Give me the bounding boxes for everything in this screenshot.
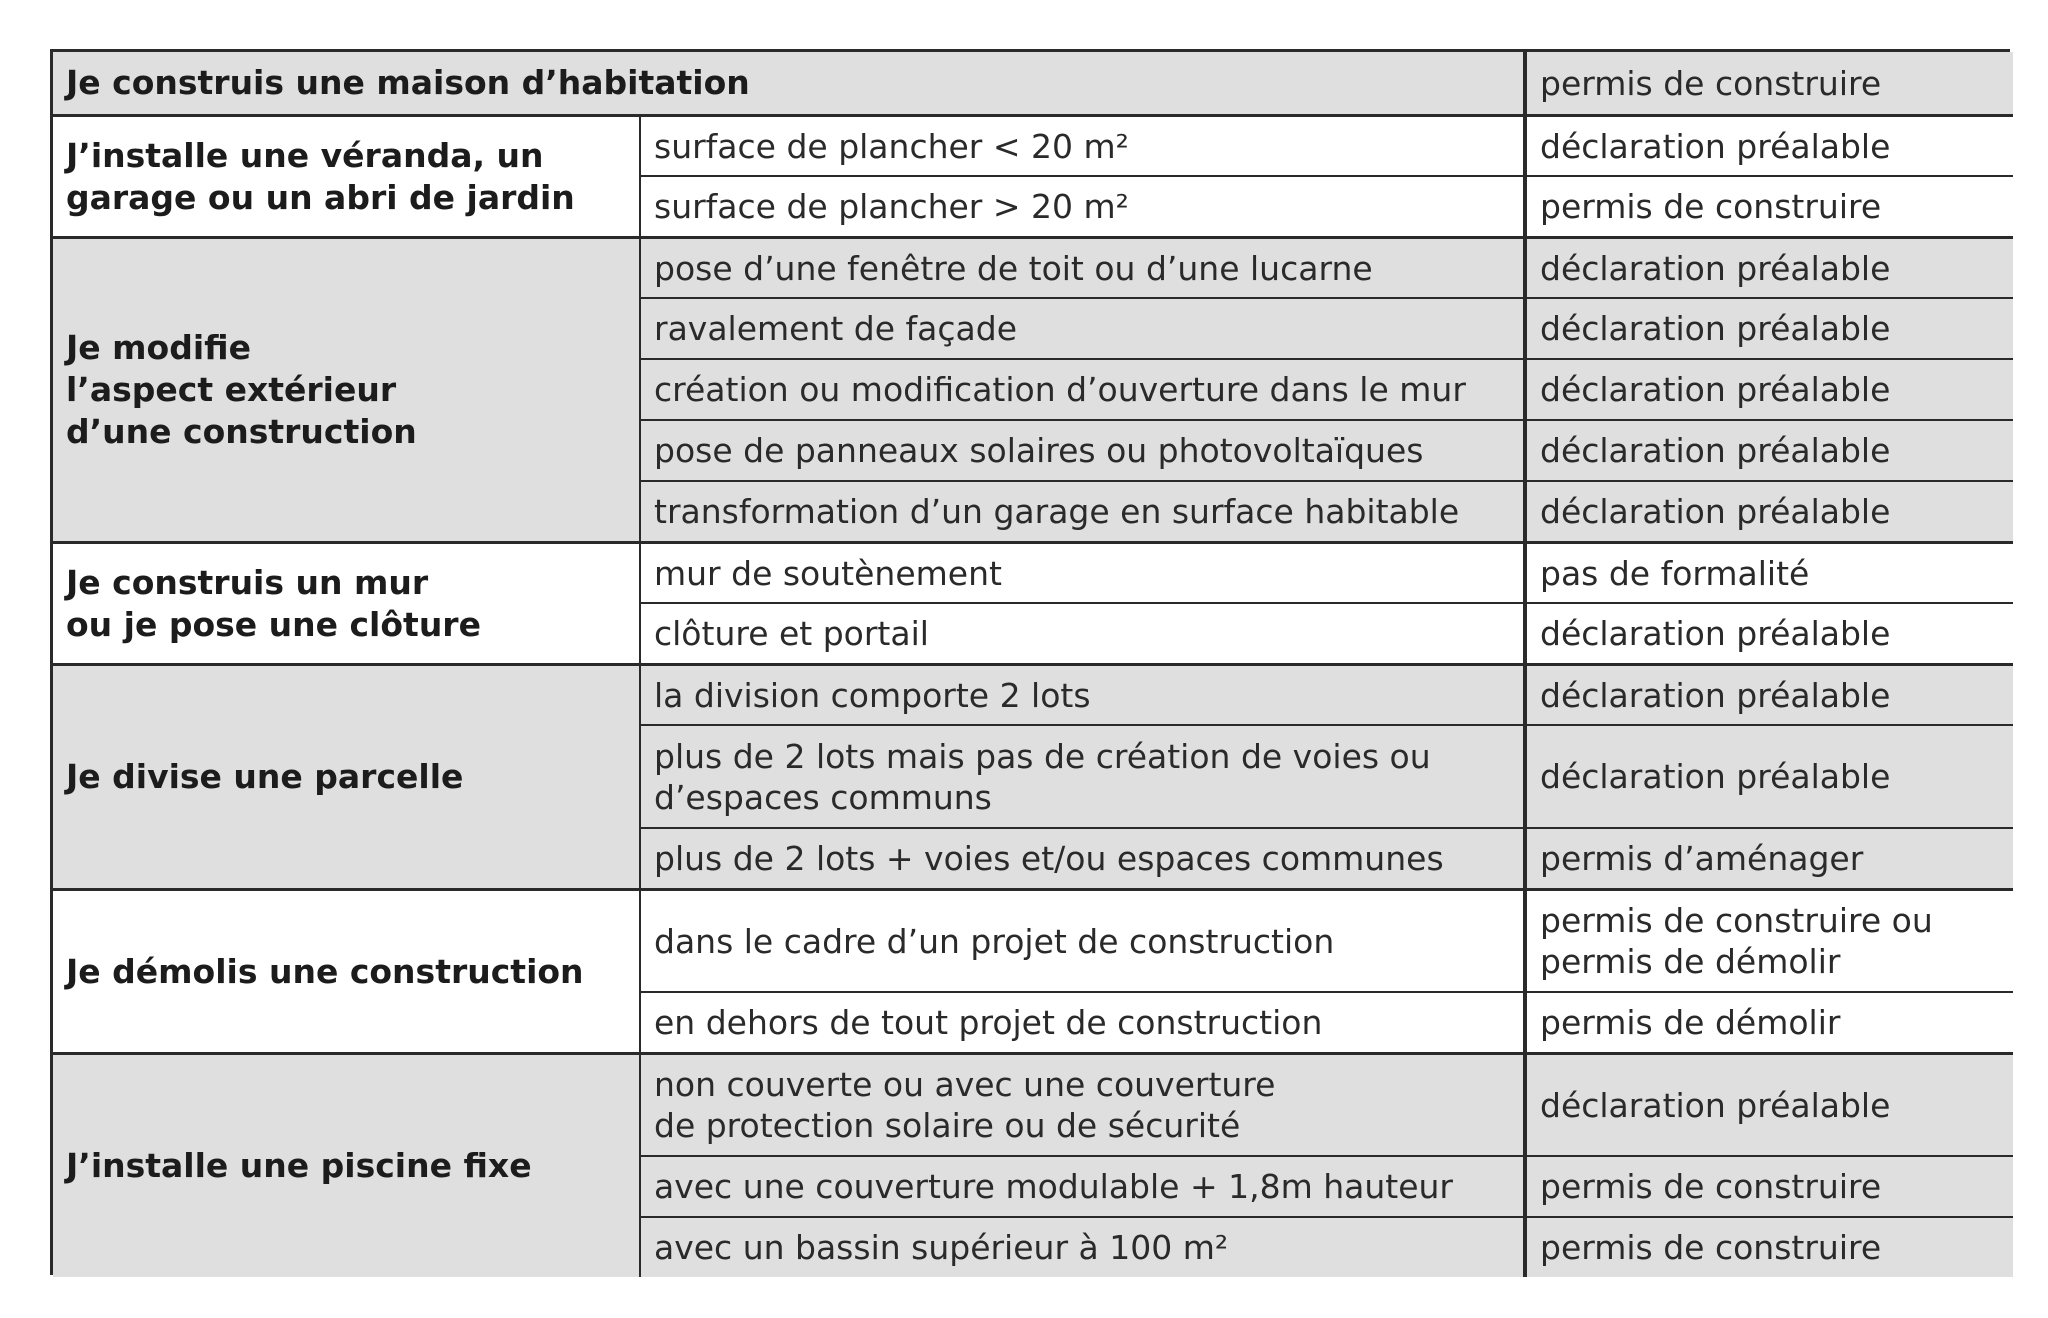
result-cell: déclaration préalable (1523, 1052, 2013, 1155)
result-cell: déclaration préalable (1523, 358, 2013, 419)
case-cell: non couverte ou avec une couverture de protection solaire ou de sécurité (639, 1052, 1523, 1155)
case-cell: pose de panneaux solaires ou photovoltaïques (639, 419, 1523, 480)
case-cell: transformation d’un garage en surface habitable (639, 480, 1523, 541)
result-cell: pas de formalité (1523, 541, 2013, 602)
case-cell: clôture et portail (639, 602, 1523, 663)
case-cell: ravalement de façade (639, 297, 1523, 358)
section-title: Je divise une parcelle (53, 663, 639, 888)
case-cell: dans le cadre d’un projet de construction (639, 888, 1523, 991)
result-cell: déclaration préalable (1523, 663, 2013, 724)
case-cell: surface de plancher < 20 m² (639, 114, 1523, 175)
section-title: Je modifie l’aspect extérieur d’une construction (53, 236, 639, 541)
case-cell: avec une couverture modulable + 1,8m hauteur (639, 1155, 1523, 1216)
case-cell: plus de 2 lots + voies et/ou espaces communes (639, 827, 1523, 888)
result-cell: déclaration préalable (1523, 419, 2013, 480)
result-cell: permis de construire (1523, 1155, 2013, 1216)
case-cell: mur de soutènement (639, 541, 1523, 602)
case-cell: plus de 2 lots mais pas de création de voies ou d’espaces communs (639, 724, 1523, 827)
result-cell: permis de démolir (1523, 991, 2013, 1052)
result-cell: permis de construire (1523, 52, 2013, 114)
case-cell: création ou modification d’ouverture dans le mur (639, 358, 1523, 419)
result-cell: permis de construire ou permis de démolir (1523, 888, 2013, 991)
result-cell: déclaration préalable (1523, 114, 2013, 175)
result-cell: permis de construire (1523, 1216, 2013, 1277)
authorization-table (50, 49, 2010, 1275)
result-cell: permis d’aménager (1523, 827, 2013, 888)
result-cell: permis de construire (1523, 175, 2013, 236)
section-title: Je construis une maison d’habitation (53, 52, 1523, 114)
result-cell: déclaration préalable (1523, 724, 2013, 827)
section-title: Je construis un mur ou je pose une clôture (53, 541, 639, 663)
section-title: J’installe une piscine fixe (53, 1052, 639, 1277)
case-cell: pose d’une fenêtre de toit ou d’une lucarne (639, 236, 1523, 297)
result-cell: déclaration préalable (1523, 297, 2013, 358)
case-cell: surface de plancher > 20 m² (639, 175, 1523, 236)
section-title: J’installe une véranda, un garage ou un abri de jardin (53, 114, 639, 236)
case-cell: la division comporte 2 lots (639, 663, 1523, 724)
case-cell: en dehors de tout projet de construction (639, 991, 1523, 1052)
section-title: Je démolis une construction (53, 888, 639, 1052)
case-cell: avec un bassin supérieur à 100 m² (639, 1216, 1523, 1277)
result-cell: déclaration préalable (1523, 236, 2013, 297)
result-cell: déclaration préalable (1523, 602, 2013, 663)
result-cell: déclaration préalable (1523, 480, 2013, 541)
